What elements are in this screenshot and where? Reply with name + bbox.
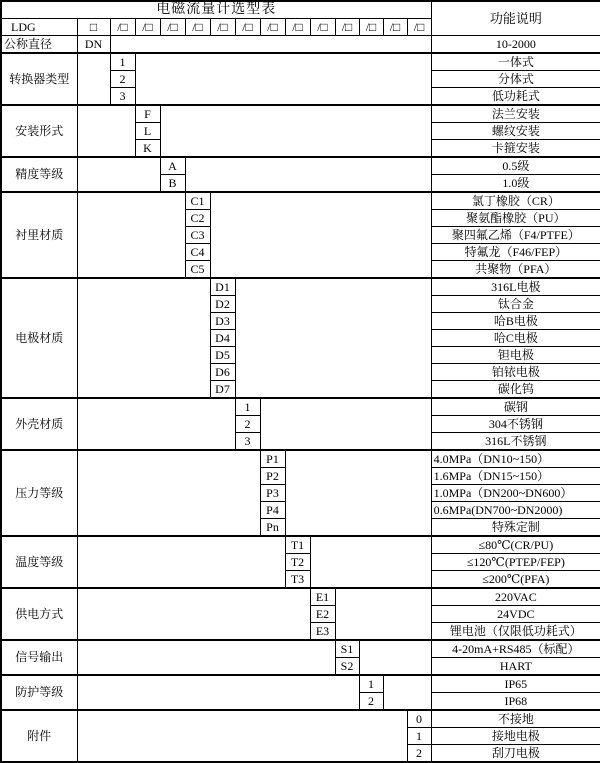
- model-code-slot: /□: [260, 19, 285, 36]
- option-code: D1: [210, 278, 235, 296]
- spacer-cell: [110, 36, 431, 54]
- option-description: 低功耗式: [431, 88, 600, 106]
- option-description: 接地电极: [431, 728, 600, 745]
- option-description: 钽电极: [431, 347, 600, 364]
- model-code-slot: /□: [135, 19, 160, 36]
- model-code-slot: /□: [110, 19, 135, 36]
- option-code: C1: [185, 192, 210, 210]
- model-code-slot: /□: [210, 19, 235, 36]
- option-code: T2: [285, 554, 310, 571]
- spacer-cell: [77, 278, 210, 398]
- category-label-diameter: 公称直径: [1, 36, 77, 54]
- option-description: 聚四氟乙烯（F4/PTFE）: [431, 227, 600, 244]
- option-description: 刮刀电极: [431, 745, 600, 763]
- option-description: IP68: [431, 693, 600, 711]
- option-description: 1.6MPa（DN15~150）: [431, 468, 600, 485]
- option-code: D6: [210, 364, 235, 381]
- option-description: 氯丁橡胶（CR）: [431, 192, 600, 210]
- spacer-cell: [185, 157, 431, 192]
- option-code: P4: [260, 502, 285, 519]
- spacer-cell: [285, 450, 431, 536]
- model-code-slot: /□: [185, 19, 210, 36]
- option-description: 0.6MPa(DN700~DN2000): [431, 502, 600, 519]
- category-label: 供电方式: [1, 588, 77, 640]
- option-description: 碳化钨: [431, 381, 600, 399]
- category-label: 压力等级: [1, 450, 77, 536]
- option-code: Pn: [260, 519, 285, 537]
- option-code: C5: [185, 261, 210, 279]
- spacer-cell: [135, 53, 431, 105]
- option-description: 特殊定制: [431, 519, 600, 537]
- spacer-cell: [383, 675, 431, 710]
- table-row: [1, 640, 600, 658]
- table-row: [1, 53, 600, 71]
- option-description: 特氟龙（F46/FEP）: [431, 244, 600, 261]
- option-description: 螺纹安装: [431, 123, 600, 140]
- option-code: D7: [210, 381, 235, 399]
- option-description: 一体式: [431, 53, 600, 71]
- category-label: 衬里材质: [1, 192, 77, 278]
- table-row: [1, 1, 600, 19]
- option-description: 304不锈钢: [431, 416, 600, 433]
- table-row: [1, 36, 600, 54]
- option-description: 分体式: [431, 71, 600, 88]
- model-code-slot: /□: [285, 19, 310, 36]
- model-code-slot: /□: [407, 19, 431, 36]
- spacer-cell: [77, 450, 260, 536]
- option-code: 1: [110, 53, 135, 71]
- option-code: T1: [285, 536, 310, 554]
- option-description: ≤200℃(PFA): [431, 571, 600, 589]
- model-code-slot: /□: [359, 19, 383, 36]
- table-row: [1, 588, 600, 606]
- option-description: 钛合金: [431, 296, 600, 313]
- option-code: S1: [335, 640, 359, 658]
- option-description: IP65: [431, 675, 600, 693]
- option-description: 聚氨酯橡胶（PU）: [431, 210, 600, 227]
- spacer-cell: [77, 398, 235, 450]
- option-code: C2: [185, 210, 210, 227]
- spacer-cell: [160, 105, 431, 157]
- table-row: [1, 105, 600, 123]
- option-description: 铂铱电极: [431, 364, 600, 381]
- option-code: 2: [359, 693, 383, 711]
- spacer-cell: [77, 157, 160, 192]
- option-description: 碳钢: [431, 398, 600, 416]
- option-code: 1: [407, 728, 431, 745]
- option-description: ≤80℃(CR/PU): [431, 536, 600, 554]
- spacer-cell: [77, 536, 285, 588]
- option-code: 3: [110, 88, 135, 106]
- function-column-header: 功能说明: [431, 1, 600, 36]
- model-code-slot: /□: [335, 19, 359, 36]
- option-code: A: [160, 157, 185, 175]
- option-description: 哈B电极: [431, 313, 600, 330]
- option-code: D2: [210, 296, 235, 313]
- model-code-slot: /□: [160, 19, 185, 36]
- diameter-code: DN: [77, 36, 110, 54]
- option-code: 2: [235, 416, 260, 433]
- option-description: 哈C电极: [431, 330, 600, 347]
- option-code: 2: [110, 71, 135, 88]
- spacer-cell: [260, 398, 431, 450]
- option-description: 卡箍安装: [431, 140, 600, 158]
- option-code: P3: [260, 485, 285, 502]
- option-description: 24VDC: [431, 606, 600, 623]
- table-row: [1, 278, 600, 296]
- option-code: C3: [185, 227, 210, 244]
- option-code: S2: [335, 658, 359, 676]
- spacer-cell: [77, 710, 407, 762]
- diameter-range-value: 10-2000: [431, 36, 600, 54]
- option-code: 1: [235, 398, 260, 416]
- model-code-prefix: LDG: [1, 19, 77, 36]
- option-description: 不接地: [431, 710, 600, 728]
- model-code-slot: /□: [235, 19, 260, 36]
- option-code: D3: [210, 313, 235, 330]
- option-code: F: [135, 105, 160, 123]
- model-code-slot: /□: [310, 19, 335, 36]
- spacer-cell: [77, 192, 185, 278]
- option-code: 2: [407, 745, 431, 763]
- option-code: P1: [260, 450, 285, 468]
- spacer-cell: [77, 588, 310, 640]
- option-code: K: [135, 140, 160, 158]
- option-code: D5: [210, 347, 235, 364]
- spacer-cell: [77, 675, 359, 710]
- option-description: 1.0MPa（DN200~DN600）: [431, 485, 600, 502]
- option-description: HART: [431, 658, 600, 676]
- option-code: 0: [407, 710, 431, 728]
- option-description: 4.0MPa（DN10~150）: [431, 450, 600, 468]
- option-code: D4: [210, 330, 235, 347]
- option-description: 316L不锈钢: [431, 433, 600, 451]
- table-row: [1, 398, 600, 416]
- category-label: 附件: [1, 710, 77, 762]
- category-label: 外壳材质: [1, 398, 77, 450]
- category-label: 安装形式: [1, 105, 77, 157]
- table-row: [1, 710, 600, 728]
- option-code: 1: [359, 675, 383, 693]
- option-code: B: [160, 175, 185, 193]
- option-code: E3: [310, 623, 335, 641]
- option-description: 4-20mA+RS485（标配）: [431, 640, 600, 658]
- option-description: 316L电极: [431, 278, 600, 296]
- category-label: 转换器类型: [1, 53, 77, 105]
- spacer-cell: [210, 192, 431, 278]
- category-label: 防护等级: [1, 675, 77, 710]
- spacer-cell: [310, 536, 431, 588]
- table-row: [1, 675, 600, 693]
- table-row: [1, 192, 600, 210]
- option-description: ≤120℃(PTEP/FEP): [431, 554, 600, 571]
- option-code: 3: [235, 433, 260, 451]
- option-code: E2: [310, 606, 335, 623]
- option-description: 共聚物（PFA）: [431, 261, 600, 279]
- model-code-box: □: [77, 19, 110, 36]
- option-code: C4: [185, 244, 210, 261]
- option-code: T3: [285, 571, 310, 589]
- category-label: 信号输出: [1, 640, 77, 675]
- category-label: 温度等级: [1, 536, 77, 588]
- table-title: 电磁流量计选型表: [1, 1, 431, 19]
- spacer-cell: [77, 640, 335, 675]
- option-code: L: [135, 123, 160, 140]
- table-row: [1, 450, 600, 468]
- option-description: 0.5级: [431, 157, 600, 175]
- option-description: 锂电池（仅限低功耗式）: [431, 623, 600, 641]
- option-description: 1.0级: [431, 175, 600, 193]
- option-code: P2: [260, 468, 285, 485]
- table-row: [1, 536, 600, 554]
- category-label: 精度等级: [1, 157, 77, 192]
- model-code-slot: /□: [383, 19, 407, 36]
- option-code: E1: [310, 588, 335, 606]
- category-label: 电极材质: [1, 278, 77, 398]
- spacer-cell: [359, 640, 431, 675]
- spacer-cell: [77, 53, 110, 105]
- spacer-cell: [235, 278, 431, 398]
- spacer-cell: [335, 588, 431, 640]
- option-description: 220VAC: [431, 588, 600, 606]
- spacer-cell: [77, 105, 135, 157]
- option-description: 法兰安装: [431, 105, 600, 123]
- table-row: [1, 157, 600, 175]
